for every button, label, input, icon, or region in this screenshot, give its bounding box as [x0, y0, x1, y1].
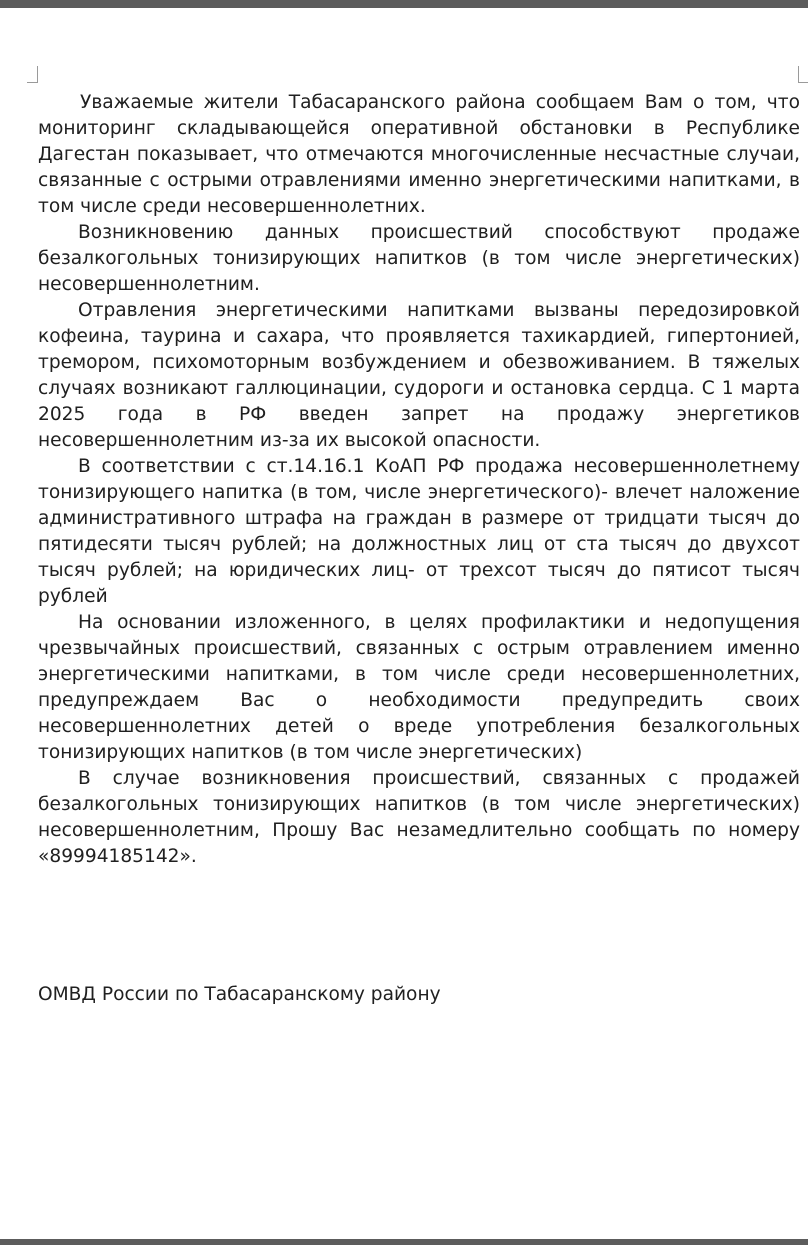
paragraph-legal-penalties: В соответствии с ст.14.16.1 КоАП РФ продажа несовершеннолетнему тонизирующего напитка (в том, числе энергетического)- влечет наложение административного штрафа на граждан в размере от тридцати тысяч до пятидесяти тысяч рублей; на должностных лиц от ста тысяч до двухсот тысяч рублей; на юридических лиц- от трехсот тысяч до пятисот тысяч рублей	[38, 456, 800, 607]
paragraph-intro: Уважаемые жители Табасаранского района сообщаем Вам о том, что мониторинг складывающейся оперативной обстановки в Республике Дагестан показывает, что отмечаются многочисленные несчастные случаи, связанные с острыми отравлениями именно энергетическими напитками, в том числе среди несовершеннолетних.	[38, 92, 800, 217]
bottom-bar	[0, 1239, 808, 1245]
paragraph-poisoning-symptoms: Отравления энергетическими напитками вызваны передозировкой кофеина, таурина и сахара, что проявляется тахикардией, гипертонией, тремором, психомоторным возбуждением и обезвоживанием. В тяжелых случаях возникают галлюцинации, судороги и остановка сердца. С 1 марта 2025 года в РФ введен запрет на продажу энергетиков несовершеннолетним из-за их высокой опасности.	[38, 300, 800, 451]
top-status-bar	[0, 0, 808, 8]
paragraph-warning: На основании изложенного, в целях профилактики и недопущения чрезвычайных происшествий, связанных с острым отравлением именно энергетическими напитками, в том числе среди несовершеннолетних, предупреждаем Вас о необходимости предупредить своих несовершеннолетних детей о вреде употребления безалкогольных тонизирующих напитков (в том числе энергетических)	[38, 612, 800, 763]
page-margin-marker-left	[27, 66, 38, 83]
document-body	[38, 90, 800, 870]
signature: ОМВД России по Табасаранскому району	[38, 984, 441, 1005]
page-margin-marker-right	[798, 66, 808, 83]
paragraph-contact: В случае возникновения происшествий, связанных с продажей безалкогольных тонизирующих напитков (в том числе энергетических) несовершеннолетним, Прошу Вас незамедлительно сообщать по номеру «89994185142».	[38, 768, 800, 867]
paragraph-causes: Возникновению данных происшествий способствуют продаже безалкогольных тонизирующих напитков (в том числе энергетических) несовершеннолетним.	[38, 222, 800, 295]
